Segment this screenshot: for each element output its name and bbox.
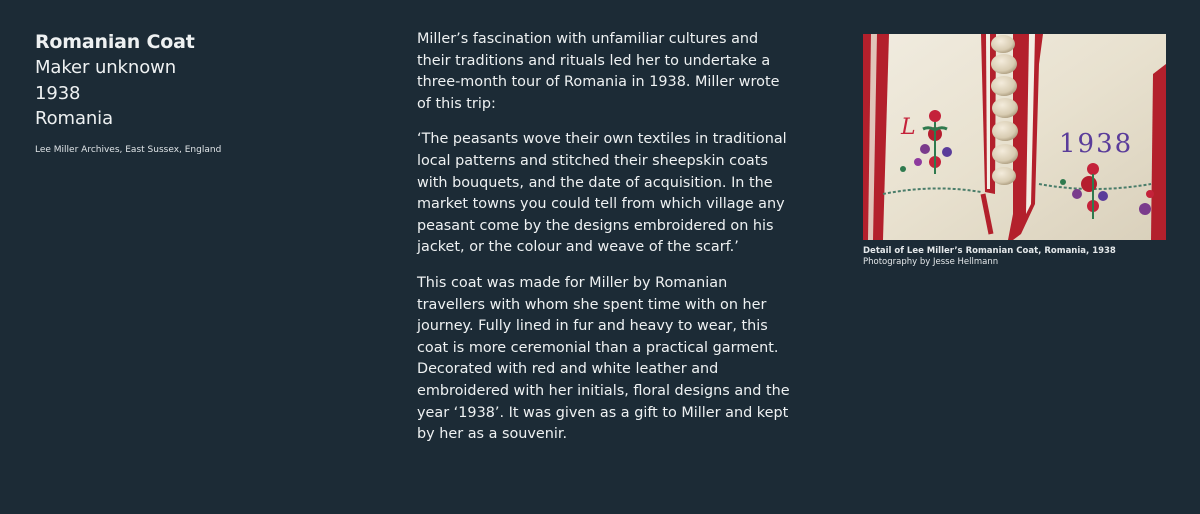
embroidered-initials: L [901,115,916,140]
image-caption [863,246,1166,268]
object-place: Romania [35,108,114,129]
object-label [35,29,335,156]
description-paragraph-quote: ‘The peasants wove their own textiles in traditional local patterns and stitched their sheepskin coats with bouquets, and the date of acquisition. In the market towns you could tell from which village any peasant come by the designs embroidered on his jacket, or the colour and weave of the scarf.’ [417,131,787,256]
coat-figure [863,34,1166,268]
description-paragraph-details: This coat was made for Miller by Romanian travellers with whom she spent time with on her journey. Fully lined in fur and heavy to wear, this coat is more ceremonial than a practical garment. Decorated with red and white leather and embroidered with her initials, floral designs and the year ‘1938’. It was given as a gift to Miller and kept by her as a souvenir. [417,274,790,443]
object-credit: Lee Miller Archives, East Sussex, England [35,144,222,155]
embroidered-year: 1938 [1059,129,1134,159]
object-title: Romanian Coat [35,31,195,53]
object-year: 1938 [35,82,81,104]
description-paragraph-intro: Miller’s fascination with unfamiliar cultures and their traditions and rituals led her to undertake a three-month tour of Romania in 1938. Miller wrote of this trip: [417,31,780,112]
coat-detail-image [863,34,1166,240]
caption-title: Detail of Lee Miller’s Romanian Coat, Romania, 1938 [863,246,1116,256]
object-description [417,29,792,460]
object-maker: Maker unknown [35,57,177,78]
caption-photo-credit: Photography by Jesse Hellmann [863,257,999,267]
